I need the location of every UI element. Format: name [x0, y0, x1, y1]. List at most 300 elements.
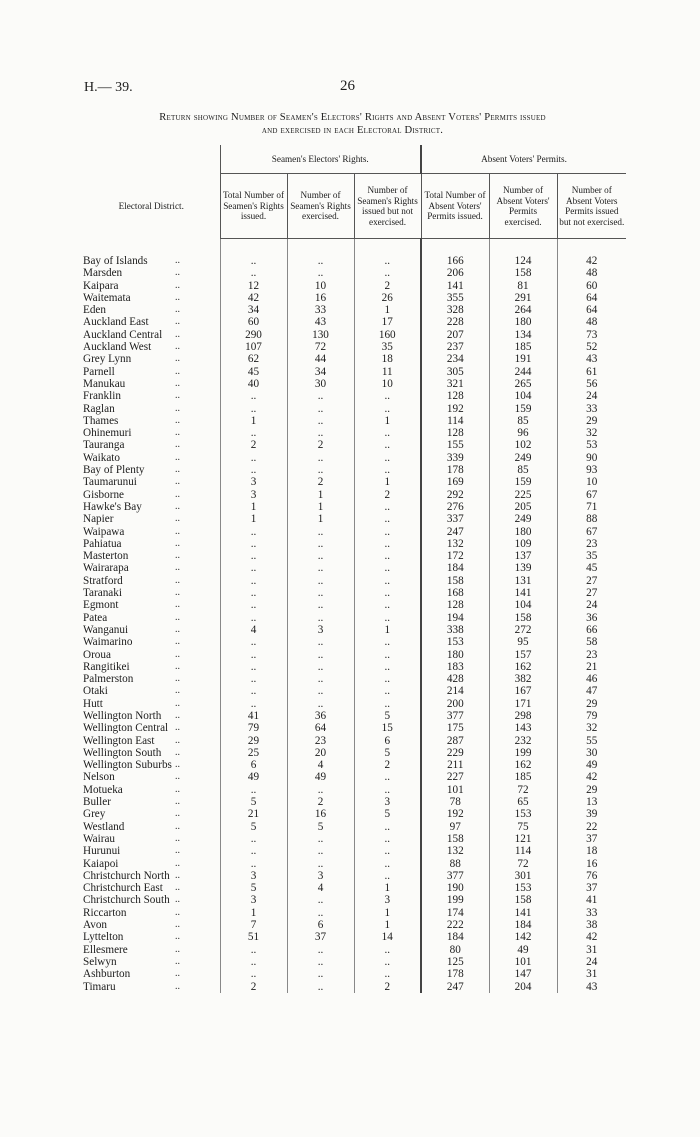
table-row [83, 624, 626, 636]
district-cell [83, 636, 220, 648]
district-cell [83, 501, 220, 513]
district-cell [83, 722, 220, 734]
district-cell [83, 280, 220, 292]
table-row [83, 415, 626, 427]
seamen-exercised-cell: .. [287, 685, 354, 697]
district-name: Wellington North [83, 709, 162, 722]
table-row [83, 587, 626, 599]
seamen-issued-cell: 2 [220, 981, 287, 993]
absent-issued-cell: 237 [421, 341, 489, 353]
district-cell [83, 562, 220, 574]
absent-not-exercised-cell: 46 [557, 673, 626, 685]
seamen-issued-cell: 5 [220, 821, 287, 833]
absent-issued-cell: 128 [421, 599, 489, 611]
absent-issued-cell: 180 [421, 649, 489, 661]
seamen-not-exercised-cell: .. [354, 636, 421, 648]
absent-issued-cell: 337 [421, 513, 489, 525]
seamen-not-exercised-cell: .. [354, 612, 421, 624]
table-row [83, 378, 626, 390]
absent-issued-cell: 355 [421, 292, 489, 304]
seamen-exercised-cell: 43 [287, 316, 354, 328]
district-cell [83, 587, 220, 599]
seamen-not-exercised-cell: 3 [354, 796, 421, 808]
district-cell [83, 538, 220, 550]
seamen-not-exercised-cell: 160 [354, 329, 421, 341]
dot-leader: .. [175, 783, 180, 795]
district-name: Eden [83, 304, 106, 317]
district-name: Riccarton [83, 906, 127, 919]
column-header-absent-exercised: Number of Absent Voters' Permits exercised. [489, 174, 557, 239]
seamen-not-exercised-cell: 1 [354, 907, 421, 919]
seamen-not-exercised-cell: .. [354, 255, 421, 267]
seamen-exercised-cell: 37 [287, 931, 354, 943]
dot-leader: .. [175, 968, 180, 980]
table-row [83, 858, 626, 870]
absent-not-exercised-cell: 29 [557, 415, 626, 427]
table-row [83, 526, 626, 538]
absent-exercised-cell: 96 [489, 427, 557, 439]
seamen-issued-cell: .. [220, 575, 287, 587]
absent-exercised-cell: 139 [489, 562, 557, 574]
seamen-exercised-cell: .. [287, 550, 354, 562]
district-name: Kaipara [83, 279, 119, 292]
table-row [83, 280, 626, 292]
district-name: Hawke's Bay [83, 500, 142, 513]
table-body [83, 239, 626, 993]
absent-not-exercised-cell: 35 [557, 550, 626, 562]
table-row [83, 944, 626, 956]
absent-not-exercised-cell: 48 [557, 316, 626, 328]
absent-not-exercised-cell: 71 [557, 501, 626, 513]
table-row [83, 931, 626, 943]
dot-leader: .. [175, 673, 180, 685]
column-header-absent-issued: Total Number of Absent Voters' Permits issued. [421, 174, 489, 239]
absent-issued-cell: 80 [421, 944, 489, 956]
dot-leader: .. [175, 574, 180, 586]
seamen-exercised-cell: .. [287, 833, 354, 845]
absent-not-exercised-cell: 27 [557, 587, 626, 599]
dot-leader: .. [175, 820, 180, 832]
seamen-not-exercised-cell: 15 [354, 722, 421, 734]
seamen-not-exercised-cell: 2 [354, 981, 421, 993]
seamen-not-exercised-cell: .. [354, 562, 421, 574]
dot-leader: .. [175, 722, 180, 734]
dot-leader: .. [175, 267, 180, 279]
absent-issued-cell: 338 [421, 624, 489, 636]
absent-exercised-cell: 180 [489, 316, 557, 328]
absent-issued-cell: 377 [421, 870, 489, 882]
dot-leader: .. [175, 513, 180, 525]
dot-leader: .. [175, 488, 180, 500]
district-cell [83, 981, 220, 993]
seamen-exercised-cell: 10 [287, 280, 354, 292]
dot-leader: .. [175, 894, 180, 906]
seamen-exercised-cell: .. [287, 907, 354, 919]
absent-exercised-cell: 102 [489, 439, 557, 451]
seamen-issued-cell: 1 [220, 907, 287, 919]
dot-leader: .. [175, 525, 180, 537]
table-row [83, 267, 626, 279]
dot-leader: .. [175, 623, 180, 635]
column-header-absent-not-exercised: Number of Absent Voters Permits issued but not exercised. [557, 174, 626, 239]
absent-not-exercised-cell: 67 [557, 526, 626, 538]
seamen-issued-cell: 3 [220, 870, 287, 882]
absent-exercised-cell: 104 [489, 390, 557, 402]
dot-leader: .. [175, 955, 180, 967]
district-name: Marsden [83, 267, 123, 280]
seamen-issued-cell: 40 [220, 378, 287, 390]
seamen-exercised-cell: 5 [287, 821, 354, 833]
absent-issued-cell: 247 [421, 526, 489, 538]
seamen-issued-cell: 12 [220, 280, 287, 292]
seamen-exercised-cell: .. [287, 267, 354, 279]
seamen-exercised-cell: 1 [287, 513, 354, 525]
district-name: Christchurch East [83, 882, 163, 895]
seamen-not-exercised-cell: .. [354, 599, 421, 611]
seamen-not-exercised-cell: 5 [354, 808, 421, 820]
seamen-not-exercised-cell: .. [354, 821, 421, 833]
district-name: Timaru [83, 980, 116, 993]
seamen-not-exercised-cell: .. [354, 858, 421, 870]
seamen-not-exercised-cell: 3 [354, 894, 421, 906]
seamen-not-exercised-cell: .. [354, 870, 421, 882]
absent-exercised-cell: 131 [489, 575, 557, 587]
table-row [83, 685, 626, 697]
district-cell [83, 870, 220, 882]
table-row [83, 316, 626, 328]
absent-issued-cell: 168 [421, 587, 489, 599]
absent-issued-cell: 172 [421, 550, 489, 562]
district-name: Egmont [83, 599, 119, 612]
dot-leader: .. [175, 365, 180, 377]
seamen-not-exercised-cell: .. [354, 833, 421, 845]
table-row [83, 735, 626, 747]
district-name: Westland [83, 820, 125, 833]
dot-leader: .. [175, 402, 180, 414]
absent-not-exercised-cell: 53 [557, 439, 626, 451]
absent-issued-cell: 229 [421, 747, 489, 759]
district-name: Tauranga [83, 439, 125, 452]
dot-leader: .. [175, 685, 180, 697]
table-row [83, 759, 626, 771]
absent-issued-cell: 141 [421, 280, 489, 292]
absent-not-exercised-cell: 21 [557, 661, 626, 673]
seamen-not-exercised-cell: .. [354, 968, 421, 980]
absent-issued-cell: 125 [421, 956, 489, 968]
absent-not-exercised-cell: 31 [557, 968, 626, 980]
absent-issued-cell: 166 [421, 255, 489, 267]
return-table [83, 145, 626, 993]
absent-not-exercised-cell: 10 [557, 476, 626, 488]
absent-exercised-cell: 65 [489, 796, 557, 808]
table-row [83, 673, 626, 685]
seamen-issued-cell: .. [220, 845, 287, 857]
district-name: Thames [83, 414, 119, 427]
seamen-exercised-cell: 34 [287, 366, 354, 378]
district-name: Christchurch North [83, 869, 170, 882]
seamen-issued-cell: 60 [220, 316, 287, 328]
seamen-issued-cell: 3 [220, 489, 287, 501]
seamen-not-exercised-cell: .. [354, 550, 421, 562]
seamen-issued-cell: 1 [220, 501, 287, 513]
district-cell [83, 415, 220, 427]
seamen-not-exercised-cell: 10 [354, 378, 421, 390]
table-row [83, 292, 626, 304]
absent-not-exercised-cell: 24 [557, 956, 626, 968]
absent-not-exercised-cell: 48 [557, 267, 626, 279]
seamen-not-exercised-cell: 1 [354, 919, 421, 931]
seamen-issued-cell: 107 [220, 341, 287, 353]
table-row [83, 476, 626, 488]
seamen-not-exercised-cell: .. [354, 267, 421, 279]
absent-not-exercised-cell: 79 [557, 710, 626, 722]
seamen-exercised-cell: 33 [287, 304, 354, 316]
district-cell [83, 771, 220, 783]
absent-exercised-cell: 158 [489, 267, 557, 279]
absent-issued-cell: 97 [421, 821, 489, 833]
seamen-exercised-cell: 64 [287, 722, 354, 734]
district-cell [83, 735, 220, 747]
page-number: 26 [340, 78, 355, 94]
absent-exercised-cell: 153 [489, 808, 557, 820]
absent-not-exercised-cell: 90 [557, 452, 626, 464]
absent-issued-cell: 192 [421, 808, 489, 820]
absent-not-exercised-cell: 23 [557, 649, 626, 661]
table-row [83, 796, 626, 808]
absent-exercised-cell: 225 [489, 489, 557, 501]
absent-not-exercised-cell: 39 [557, 808, 626, 820]
seamen-not-exercised-cell: .. [354, 587, 421, 599]
absent-exercised-cell: 205 [489, 501, 557, 513]
district-cell [83, 821, 220, 833]
dot-leader: .. [175, 587, 180, 599]
table-row [83, 784, 626, 796]
dot-leader: .. [175, 943, 180, 955]
seamen-issued-cell: 7 [220, 919, 287, 931]
dot-leader: .. [175, 980, 180, 992]
district-cell [83, 304, 220, 316]
absent-not-exercised-cell: 24 [557, 390, 626, 402]
seamen-issued-cell: .. [220, 636, 287, 648]
district-name: Raglan [83, 402, 115, 415]
absent-exercised-cell: 249 [489, 513, 557, 525]
table-row [83, 538, 626, 550]
district-name: Rangitikei [83, 660, 130, 673]
seamen-issued-cell: .. [220, 403, 287, 415]
dot-leader: .. [175, 464, 180, 476]
absent-exercised-cell: 159 [489, 476, 557, 488]
seamen-not-exercised-cell: .. [354, 538, 421, 550]
seamen-issued-cell: 1 [220, 415, 287, 427]
absent-not-exercised-cell: 42 [557, 255, 626, 267]
seamen-exercised-cell: .. [287, 464, 354, 476]
district-cell [83, 366, 220, 378]
absent-exercised-cell: 298 [489, 710, 557, 722]
dot-leader: .. [175, 316, 180, 328]
group-header-absent: Absent Voters' Permits. [421, 145, 626, 174]
district-name: Nelson [83, 771, 115, 784]
seamen-not-exercised-cell: 17 [354, 316, 421, 328]
absent-exercised-cell: 158 [489, 612, 557, 624]
absent-not-exercised-cell: 93 [557, 464, 626, 476]
seamen-exercised-cell: 4 [287, 759, 354, 771]
absent-issued-cell: 128 [421, 427, 489, 439]
dot-leader: .. [175, 832, 180, 844]
absent-not-exercised-cell: 64 [557, 304, 626, 316]
seamen-issued-cell: 42 [220, 292, 287, 304]
absent-issued-cell: 211 [421, 759, 489, 771]
district-name: Lyttelton [83, 931, 124, 944]
seamen-issued-cell: 41 [220, 710, 287, 722]
absent-exercised-cell: 191 [489, 353, 557, 365]
absent-issued-cell: 132 [421, 538, 489, 550]
seamen-exercised-cell: .. [287, 255, 354, 267]
absent-not-exercised-cell: 76 [557, 870, 626, 882]
table-row [83, 771, 626, 783]
district-cell [83, 944, 220, 956]
seamen-issued-cell: .. [220, 562, 287, 574]
seamen-exercised-cell: .. [287, 427, 354, 439]
absent-issued-cell: 428 [421, 673, 489, 685]
district-name: Taumarunui [83, 476, 137, 489]
district-name: Wellington Central [83, 722, 169, 735]
absent-exercised-cell: 167 [489, 685, 557, 697]
absent-issued-cell: 194 [421, 612, 489, 624]
seamen-issued-cell: 2 [220, 439, 287, 451]
district-cell [83, 452, 220, 464]
seamen-issued-cell: .. [220, 550, 287, 562]
dot-leader: .. [175, 808, 180, 820]
absent-not-exercised-cell: 32 [557, 427, 626, 439]
district-cell [83, 575, 220, 587]
table-row [83, 710, 626, 722]
absent-issued-cell: 234 [421, 353, 489, 365]
absent-not-exercised-cell: 22 [557, 821, 626, 833]
district-cell [83, 612, 220, 624]
seamen-exercised-cell: .. [287, 403, 354, 415]
seamen-not-exercised-cell: .. [354, 464, 421, 476]
table-title [80, 111, 625, 137]
dot-leader: .. [175, 648, 180, 660]
dot-leader: .. [175, 697, 180, 709]
absent-issued-cell: 276 [421, 501, 489, 513]
seamen-not-exercised-cell: 2 [354, 489, 421, 501]
absent-not-exercised-cell: 43 [557, 981, 626, 993]
seamen-exercised-cell: 49 [287, 771, 354, 783]
table-row [83, 870, 626, 882]
table-row [83, 452, 626, 464]
seamen-not-exercised-cell: .. [354, 439, 421, 451]
dot-leader: .. [175, 759, 180, 771]
table-row [83, 341, 626, 353]
seamen-issued-cell: .. [220, 661, 287, 673]
district-cell [83, 341, 220, 353]
table-row [83, 661, 626, 673]
absent-issued-cell: 155 [421, 439, 489, 451]
district-name: Wellington East [83, 734, 155, 747]
absent-exercised-cell: 81 [489, 280, 557, 292]
district-name: Motueka [83, 783, 123, 796]
dot-leader: .. [175, 599, 180, 611]
absent-exercised-cell: 141 [489, 587, 557, 599]
seamen-exercised-cell: .. [287, 649, 354, 661]
district-name: Bay of Islands [83, 255, 148, 267]
absent-issued-cell: 190 [421, 882, 489, 894]
seamen-not-exercised-cell: 11 [354, 366, 421, 378]
seamen-not-exercised-cell: .. [354, 513, 421, 525]
seamen-exercised-cell: .. [287, 944, 354, 956]
seamen-issued-cell: .. [220, 968, 287, 980]
district-cell [83, 968, 220, 980]
seamen-issued-cell: 62 [220, 353, 287, 365]
absent-exercised-cell: 114 [489, 845, 557, 857]
seamen-not-exercised-cell: .. [354, 575, 421, 587]
absent-exercised-cell: 104 [489, 599, 557, 611]
absent-exercised-cell: 134 [489, 329, 557, 341]
district-cell [83, 858, 220, 870]
absent-not-exercised-cell: 60 [557, 280, 626, 292]
absent-issued-cell: 207 [421, 329, 489, 341]
district-cell [83, 599, 220, 611]
absent-issued-cell: 158 [421, 575, 489, 587]
dot-leader: .. [175, 451, 180, 463]
table-row [83, 722, 626, 734]
seamen-exercised-cell: .. [287, 673, 354, 685]
seamen-not-exercised-cell: 1 [354, 624, 421, 636]
absent-exercised-cell: 121 [489, 833, 557, 845]
dot-leader: .. [175, 746, 180, 758]
absent-not-exercised-cell: 13 [557, 796, 626, 808]
seamen-not-exercised-cell: .. [354, 944, 421, 956]
district-cell [83, 255, 220, 267]
absent-exercised-cell: 199 [489, 747, 557, 759]
dot-leader: .. [175, 919, 180, 931]
district-name: Wairarapa [83, 562, 129, 575]
absent-issued-cell: 199 [421, 894, 489, 906]
seamen-exercised-cell: .. [287, 968, 354, 980]
absent-exercised-cell: 185 [489, 341, 557, 353]
column-header-seamen-not-exercised: Number of Seamen's Rights issued but not exercised. [354, 174, 421, 239]
district-cell [83, 710, 220, 722]
seamen-issued-cell: .. [220, 612, 287, 624]
absent-not-exercised-cell: 73 [557, 329, 626, 341]
absent-issued-cell: 153 [421, 636, 489, 648]
seamen-issued-cell: .. [220, 255, 287, 267]
absent-not-exercised-cell: 64 [557, 292, 626, 304]
district-name: Kaiapoi [83, 857, 119, 870]
column-header-district: Electoral District. [118, 200, 184, 211]
seamen-issued-cell: 51 [220, 931, 287, 943]
seamen-issued-cell: .. [220, 427, 287, 439]
seamen-exercised-cell: 2 [287, 796, 354, 808]
seamen-issued-cell: 21 [220, 808, 287, 820]
dot-leader: .. [175, 500, 180, 512]
absent-not-exercised-cell: 42 [557, 771, 626, 783]
table-row [83, 366, 626, 378]
district-cell [83, 427, 220, 439]
dot-leader: .. [175, 341, 180, 353]
absent-exercised-cell: 291 [489, 292, 557, 304]
district-name: Hutt [83, 697, 103, 710]
absent-exercised-cell: 141 [489, 907, 557, 919]
district-name: Napier [83, 513, 114, 526]
seamen-not-exercised-cell: .. [354, 673, 421, 685]
seamen-not-exercised-cell: 18 [354, 353, 421, 365]
district-cell [83, 845, 220, 857]
seamen-issued-cell: .. [220, 685, 287, 697]
district-name: Parnell [83, 365, 115, 378]
dot-leader: .. [175, 845, 180, 857]
